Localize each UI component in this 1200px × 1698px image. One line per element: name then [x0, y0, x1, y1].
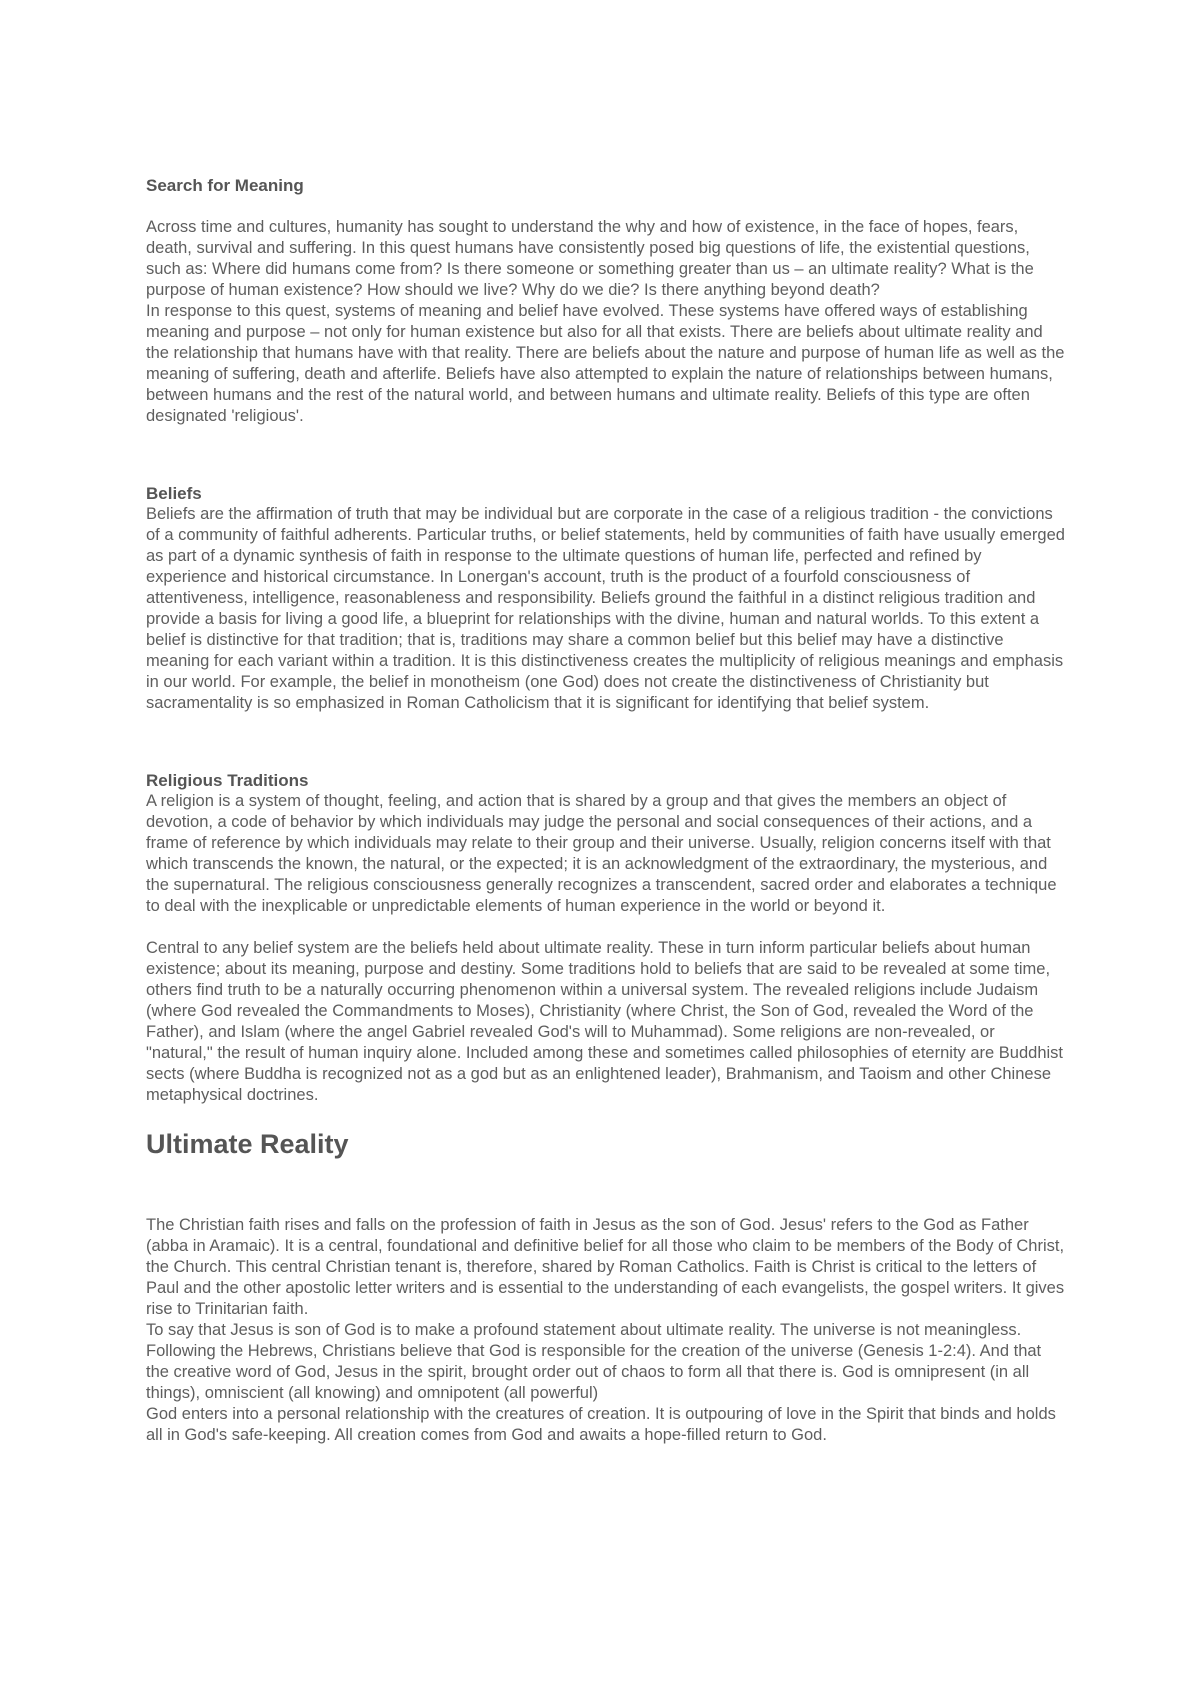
- spacer: [146, 1106, 1066, 1127]
- spacer: [146, 1161, 1066, 1215]
- document-page: [146, 175, 1066, 1446]
- paragraph-ultimate-3: God enters into a personal relationship with the creatures of creation. It is outpouring of love in the Spirit that binds and holds all in God's safe-keeping. All creation comes from God and awaits a hope-filled return to God.: [146, 1405, 1056, 1444]
- paragraph-traditions-2: Central to any belief system are the beliefs held about ultimate reality. These in turn inform particular beliefs about human existence; about its meaning, purpose and destiny. Some traditions hold to beliefs that are said to be revealed at some time, others find truth to be a naturally occurring phenomenon within a universal system. The revealed religions include Judaism (where God revealed the Commandments to Moses), Christianity (where Christ, the Son of God, revealed the Word of the Father), and Islam (where the angel Gabriel revealed God's will to Muhammad). Some religions are non-revealed, or "natural," the result of human inquiry alone. Included among these and sometimes called philosophies of eternity are Buddhist sects (where Buddha is recognized not as a god but as an enlightened leader), Brahmanism, and Taoism and other Chinese metaphysical doctrines.: [146, 939, 1064, 1104]
- paragraph-traditions-1: A religion is a system of thought, feeling, and action that is shared by a group and that gives the members an object of devotion, a code of behavior by which individuals may judge the personal and social consequences of their actions, and a frame of reference by which individuals may relate to their group and their universe. Usually, religion concerns itself with that which transcends the known, the natural, or the expected; it is an acknowledgment of the extraordinary, the mysterious, and the supernatural. The religious consciousness generally recognizes a transcendent, sacred order and elaborates a technique to deal with the inexplicable or unpredictable elements of human experience in the world or beyond it.: [146, 792, 1057, 915]
- heading-beliefs: Beliefs: [146, 484, 202, 503]
- spacer: [146, 196, 1066, 217]
- spacer: [146, 427, 1066, 483]
- heading-search-for-meaning: Search for Meaning: [146, 176, 304, 195]
- heading-ultimate-reality: Ultimate Reality: [146, 1129, 349, 1159]
- paragraph-ultimate-2: To say that Jesus is son of God is to make a profound statement about ultimate reality. The universe is not meaningless. Following the Hebrews, Christians believe that God is responsible for the creation of the universe (Genesis 1-2:4). And that the creative word of God, Jesus in the spirit, brought order out of chaos to form all that there is. God is omnipresent (in all things), omniscient (all knowing) and omnipotent (all powerful): [146, 1321, 1042, 1402]
- paragraph-search-1: Across time and cultures, humanity has sought to understand the why and how of existence, in the face of hopes, fears, death, survival and suffering. In this quest humans have consistently posed big questions of life, the existential questions, such as: Where did humans come from? Is there someone or something greater than us – an ultimate reality? What is the purpose of human existence? How should we live? Why do we die? Is there anything beyond death?: [146, 218, 1034, 299]
- paragraph-search-2: In response to this quest, systems of meaning and belief have evolved. These systems have offered ways of establishing meaning and purpose – not only for human existence but also for all that exists. There are beliefs about ultimate reality and the relationship that humans have with that reality. There are beliefs about the nature and purpose of human life as well as the meaning of suffering, death and afterlife. Beliefs have also attempted to explain the nature of relationships between humans, between humans and the rest of the natural world, and between humans and ultimate reality. Beliefs of this type are often designated 'religious'.: [146, 302, 1065, 425]
- spacer: [146, 714, 1066, 770]
- paragraph-beliefs-1: Beliefs are the affirmation of truth that may be individual but are corporate in the case of a religious tradition - the convictions of a community of faithful adherents. Particular truths, or belief statements, held by communities of faith have usually emerged as part of a dynamic synthesis of faith in response to the ultimate questions of human life, perfected and refined by experience and historical circumstance. In Lonergan's account, truth is the product of a fourfold consciousness of attentiveness, intelligence, reasonableness and responsibility. Beliefs ground the faithful in a distinct religious tradition and provide a basis for living a good life, a blueprint for relationships with the divine, human and natural worlds. To this extent a belief is distinctive for that tradition; that is, traditions may share a common belief but this belief may have a distinctive meaning for each variant within a tradition. It is this distinctiveness creates the multiplicity of religious meanings and emphasis in our world. For example, the belief in monotheism (one God) does not create the distinctiveness of Christianity but sacramentality is so emphasized in Roman Catholicism that it is significant for identifying that belief system.: [146, 505, 1065, 712]
- paragraph-ultimate-1: The Christian faith rises and falls on the profession of faith in Jesus as the son of God. Jesus' refers to the God as Father (abba in Aramaic). It is a central, foundational and definitive belief for all those who claim to be members of the Body of Christ, the Church. This central Christian tenant is, therefore, shared by Roman Catholics. Faith is Christ is critical to the letters of Paul and the other apostolic letter writers and is essential to the understanding of each evangelists, the gospel writers. It gives rise to Trinitarian faith.: [146, 1216, 1065, 1318]
- heading-religious-traditions: Religious Traditions: [146, 771, 309, 790]
- spacer: [146, 917, 1066, 938]
